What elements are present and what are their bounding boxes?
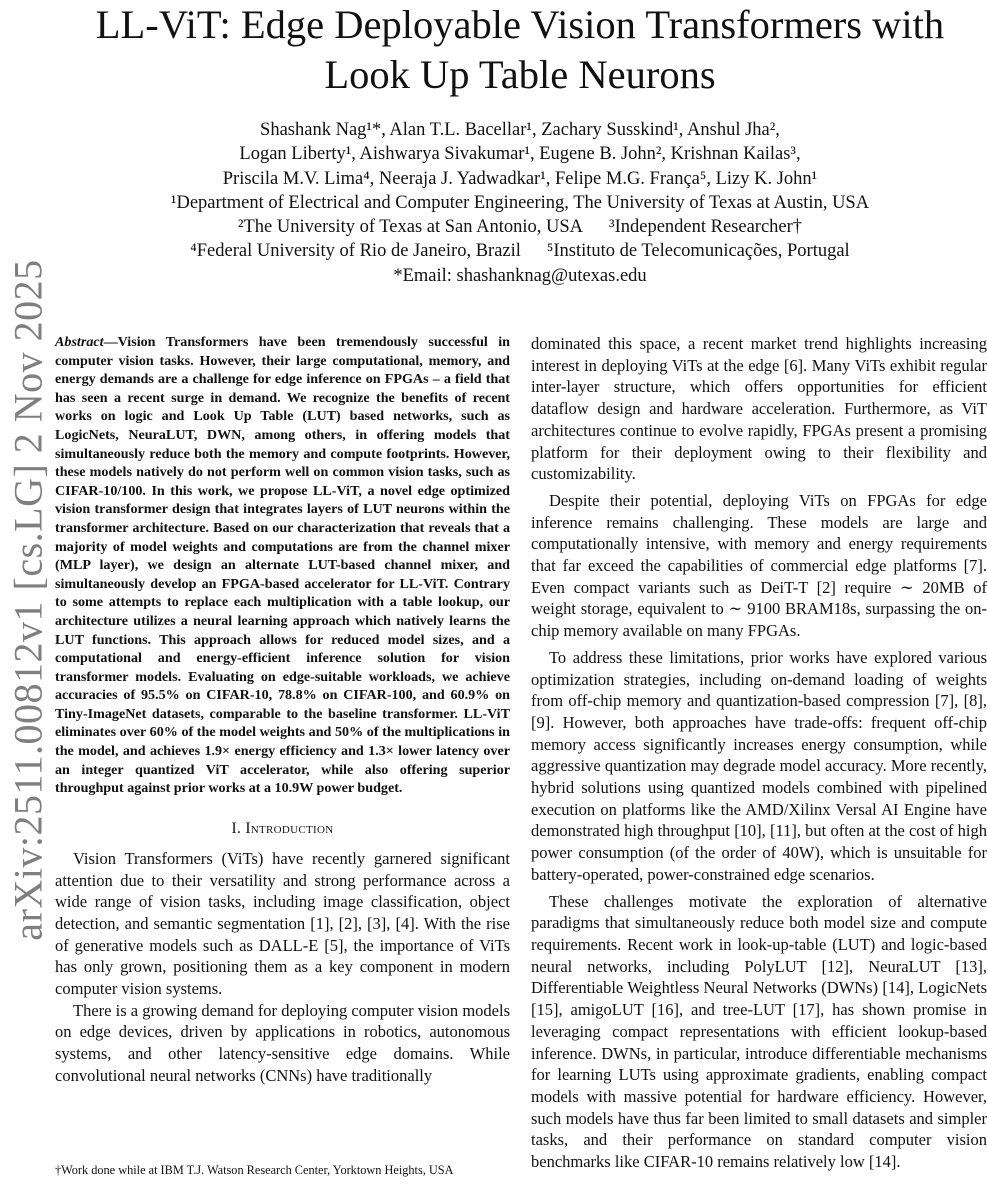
author-line-3: Priscila M.V. Lima⁴, Neeraja J. Yadwadkar¹, Felipe M.G. França⁵, Lizy K. John¹ xyxy=(222,168,818,189)
right-paragraph-3: To address these limitations, prior works have explored various optimization strategies, including on-demand loading of weights from off-chip memory and quantization-based compression [7], [8], [9]. However, both approaches have trade-offs: frequent off-chip memory access significantly increases energy consumption, while aggressive quantization may degrade model accuracy. More recently, hybrid solutions using quantized models combined with pipelined execution on platforms like the AMD/Xilinx Versal AI Engine have demonstrated high throughput [10], [11], but often at the cost of high power consumption (of the order of 40W), which is unsuitable for battery-operated, power-constrained edge scenarios. xyxy=(531,647,987,884)
author-line-2: Logan Liberty¹, Aishwarya Sivakumar¹, Eugene B. John², Krishnan Kailas³, xyxy=(239,144,801,165)
author-line-1: Shashank Nag¹*, Alan T.L. Bacellar¹, Zachary Susskind¹, Anshul Jha², xyxy=(260,120,780,140)
intro-paragraph-1: Vision Transformers (ViTs) have recently garnered significant attention due to their versatility and strong performance across a wide range of vision tasks, including image classification, object detection, and semantic segmentation [1], [2], [3], [4]. With the rise of generative models such as DALL-E [5], the importance of ViTs has only grown, positioning them as a key component in modern computer vision systems. xyxy=(55,848,510,999)
affiliation-row-2 xyxy=(40,215,987,239)
section-number: I. xyxy=(231,819,242,837)
right-column xyxy=(531,333,987,1173)
right-paragraph-2: Despite their potential, deploying ViTs on FPGAs for edge inference remains challenging. These models are large and computationally intensive, with memory and energy requirements that far exceed the capabilities of commercial edge platforms [7]. Even compact variants such as DeiT-T [2] require ∼ 20MB of weight storage, equivalent to ∼ 9100 BRAM18s, surpassing the on-chip memory available on many FPGAs. xyxy=(531,490,987,641)
title-line-1: LL-ViT: Edge Deployable Vision Transformers with xyxy=(95,2,945,47)
affiliation-row-3 xyxy=(40,239,987,263)
abstract xyxy=(55,333,510,798)
section-title: Introduction xyxy=(245,819,334,837)
abstract-label: Abstract xyxy=(55,334,104,350)
title-line-2: Look Up Table Neurons xyxy=(324,52,716,97)
affiliation-3: ³Independent Researcher† xyxy=(609,217,803,238)
affiliation-5: ⁵Instituto de Telecomunicações, Portugal xyxy=(546,241,850,262)
author-email: *Email: shashanknag@utexas.edu xyxy=(393,265,647,286)
abstract-text: —Vision Transformers have been tremendously successful in computer vision tasks. However, their large computational, memory, and energy demands are a challenge for edge inference on FPGAs – a field that has seen a recent surge in demand. We recognize the benefits of recent works on logic and Look Up Table (LUT) based networks, such as LogicNets, NeuraLUT, DWN, among others, in offering models that simultaneously reduce both the memory and compute footprints. However, these models natively do not perform well on common vision tasks, such as CIFAR-10/100. In this work, we propose LL-ViT, a novel edge optimized vision transformer design that integrates layers of LUT neurons within the transformer architecture. Based on our characterization that reveals that a majority of model weights and computations are from the channel mixer (MLP layer), we design an alternate LUT-based channel mixer, and simultaneously develop an FPGA-based accelerator for LL-ViT. Contrary to some attempts to replace each multiplication with a table lookup, our architecture utilizes a neural learning approach which natively learns the LUT functions. This approach allows for reduced model sizes, and a computational and energy-efficient inference solution for vision transformer models. Evaluating on edge-suitable workloads, we achieve accuracies of 95.5% on CIFAR-10, 78.8% on CIFAR-100, and 60.9% on Tiny-ImageNet datasets, comparable to the baseline transformer. LL-ViT eliminates over 60% of the model weights and 50% of the multiplications in the model, and achieves 1.9× energy efficiency and 1.3× lower latency over an integer quantized ViT accelerator, while also offering superior throughput against prior works at a 10.9W power budget. xyxy=(55,334,510,797)
affiliation-4: ⁴Federal University of Rio de Janeiro, Brazil xyxy=(190,241,521,262)
paper-title xyxy=(40,0,987,100)
arxiv-stamp-text: arXiv:2511.00812v1 [cs.LG] 2 Nov 2025 xyxy=(5,259,51,941)
author-block xyxy=(40,118,987,288)
left-column xyxy=(55,333,510,1087)
section-heading xyxy=(55,820,510,838)
right-paragraph-4: These challenges motivate the exploration of alternative paradigms that simultaneously reduce both model size and compute requirements. Recent work in look-up-table (LUT) and logic-based neural networks, including PolyLUT [12], NeuraLUT [13], Differentiable Weightless Neural Networks (DWNs) [14], LogicNets [15], amigoLUT [16], and tree-LUT [17], has shown promise in leveraging compact representations with efficient lookup-based inference. DWNs, in particular, introduce differentiable mechanisms for learning LUTs using approximate gradients, enabling compact models with massive potential for hardware efficiency. However, such models have thus far been limited to small datasets and simpler tasks, and their performance on standard computer vision benchmarks like CIFAR-10 remains relatively low [14]. xyxy=(531,891,987,1172)
affiliation-1: ¹Department of Electrical and Computer Engineering, The University of Texas at Austin, USA xyxy=(170,192,870,213)
footnote: †Work done while at IBM T.J. Watson Research Center, Yorktown Heights, USA xyxy=(55,1163,454,1177)
intro-paragraph-2: There is a growing demand for deploying computer vision models on edge devices, driven by applications in robotics, autonomous systems, and other latency-sensitive edge domains. While convolutional neural networks (CNNs) have traditionally xyxy=(55,1000,510,1085)
affiliation-2: ²The University of Texas at San Antonio, USA xyxy=(237,217,584,238)
right-paragraph-1: dominated this space, a recent market trend highlights increasing interest in deploying ViTs at the edge [6]. Many ViTs exhibit regular inter-layer structure, which offers opportunities for efficient dataflow design and hardware acceleration. Furthermore, as ViT architectures continue to evolve rapidly, FPGAs present a promising platform for their deployment owing to their flexibility and customizability. xyxy=(531,334,987,484)
